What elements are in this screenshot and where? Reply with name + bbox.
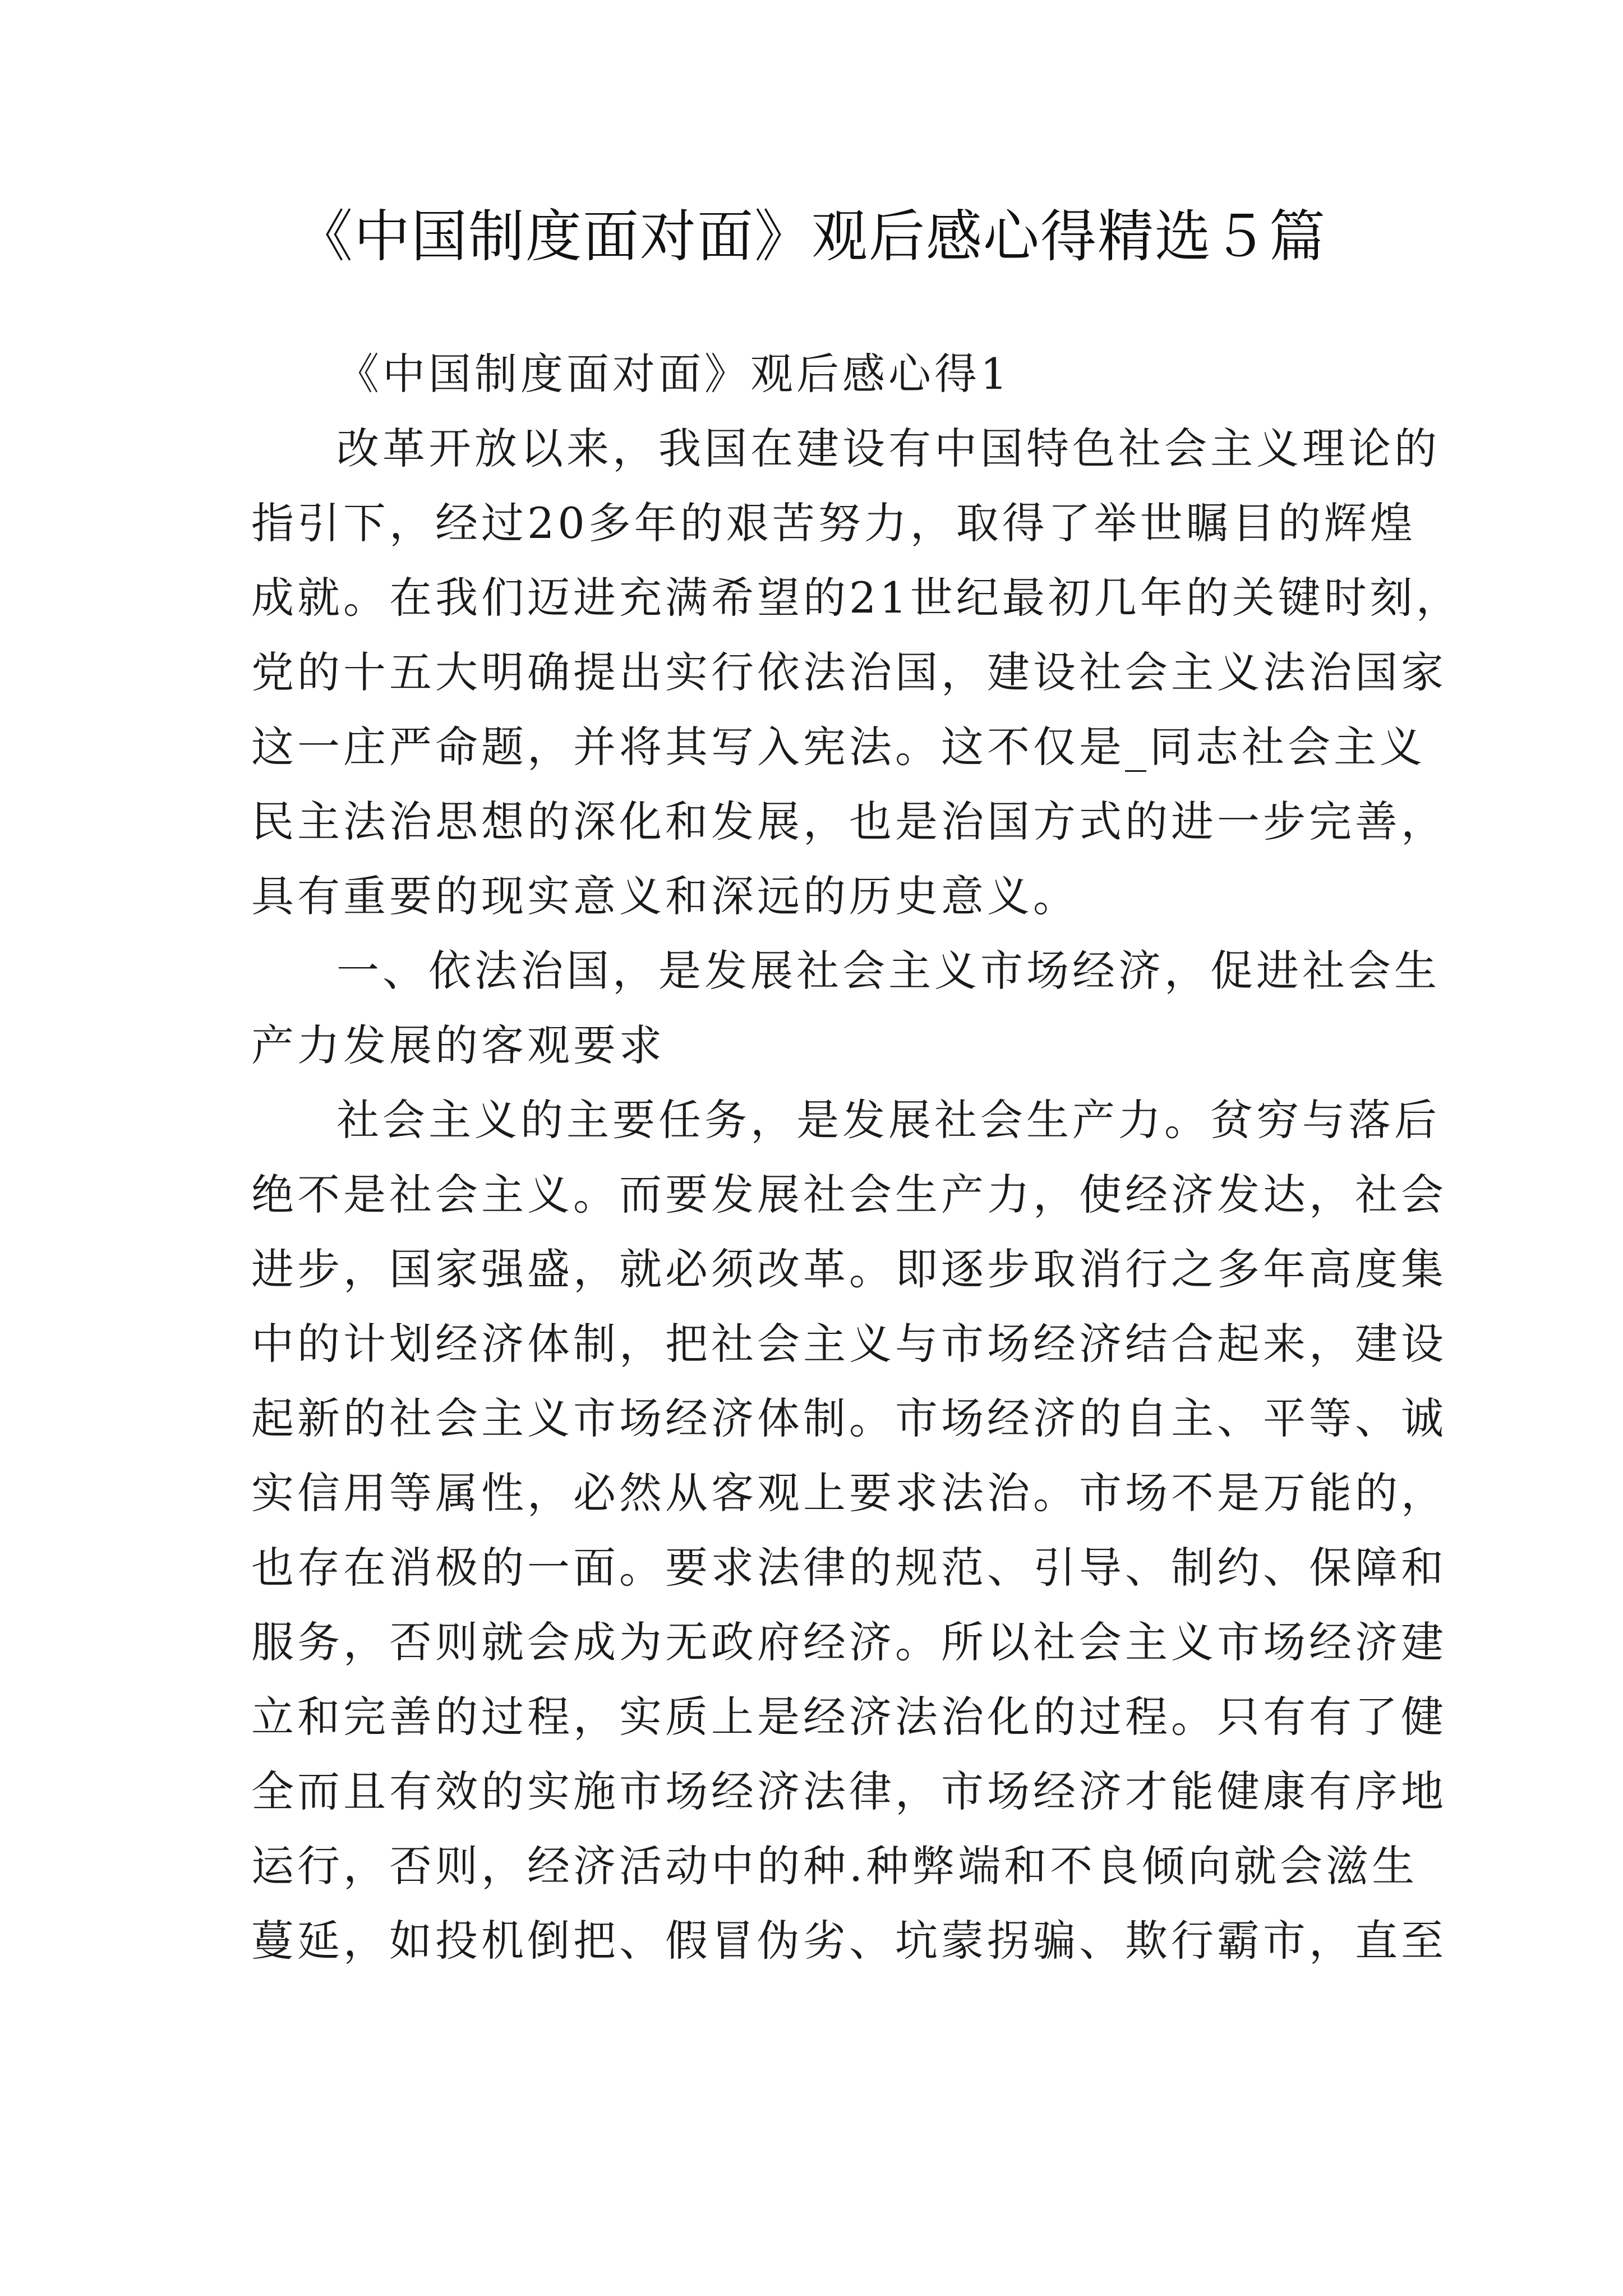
body-line: 这一庄严命题，并将其写入宪法。这不仅是_同志社会主义 (251, 722, 1426, 772)
body-line: 进步，国家强盛，就必须改革。即逐步取消行之多年高度集 (251, 1244, 1447, 1294)
body-line: 实信用等属性，必然从客观上要求法治。市场不是万能的， (251, 1468, 1447, 1518)
body-line: 指引下，经过20多年的艰苦努力，取得了举世瞩目的辉煌 (251, 498, 1416, 548)
body-line: 社会主义的主要任务，是发展社会生产力。贫穷与落后 (336, 1095, 1440, 1145)
body-line: 立和完善的过程，实质上是经济法治化的过程。只有有了健 (251, 1692, 1447, 1742)
body-line: 全而且有效的实施市场经济法律，市场经济才能健康有序地 (251, 1766, 1447, 1816)
body-line: 一、依法治国，是发展社会主义市场经济，促进社会生 (336, 946, 1440, 996)
body-line: 党的十五大明确提出实行依法治国，建设社会主义法治国家 (251, 647, 1447, 697)
body-line: 绝不是社会主义。而要发展社会生产力，使经济发达，社会 (251, 1170, 1447, 1220)
body-line: 《中国制度面对面》观后感心得1 (336, 349, 1011, 399)
body-line: 也存在消极的一面。要求法律的规范、引导、制约、保障和 (251, 1543, 1447, 1593)
body-line: 改革开放以来，我国在建设有中国特色社会主义理论的 (336, 424, 1440, 473)
body-line: 具有重要的现实意义和深远的历史意义。 (251, 871, 1079, 921)
document-body (251, 337, 1462, 1978)
body-line: 民主法治思想的深化和发展，也是治国方式的进一步完善， (251, 797, 1447, 846)
body-line: 中的计划经济体制，把社会主义与市场经济结合起来，建设 (251, 1319, 1447, 1369)
body-line: 起新的社会主义市场经济体制。市场经济的自主、平等、诚 (251, 1393, 1447, 1443)
body-line: 成就。在我们迈进充满希望的21世纪最初几年的关键时刻， (251, 573, 1462, 623)
body-line: 蔓延，如投机倒把、假冒伪劣、坑蒙拐骗、欺行霸市，直至 (251, 1916, 1447, 1966)
body-line: 服务，否则就会成为无政府经济。所以社会主义市场经济建 (251, 1617, 1447, 1667)
body-line: 产力发展的客观要求 (251, 1020, 665, 1070)
body-line: 运行，否则，经济活动中的种.种弊端和不良倾向就会滋生 (251, 1841, 1418, 1891)
document-title: 《中国制度面对面》观后感心得精选５篇 (297, 204, 1326, 269)
